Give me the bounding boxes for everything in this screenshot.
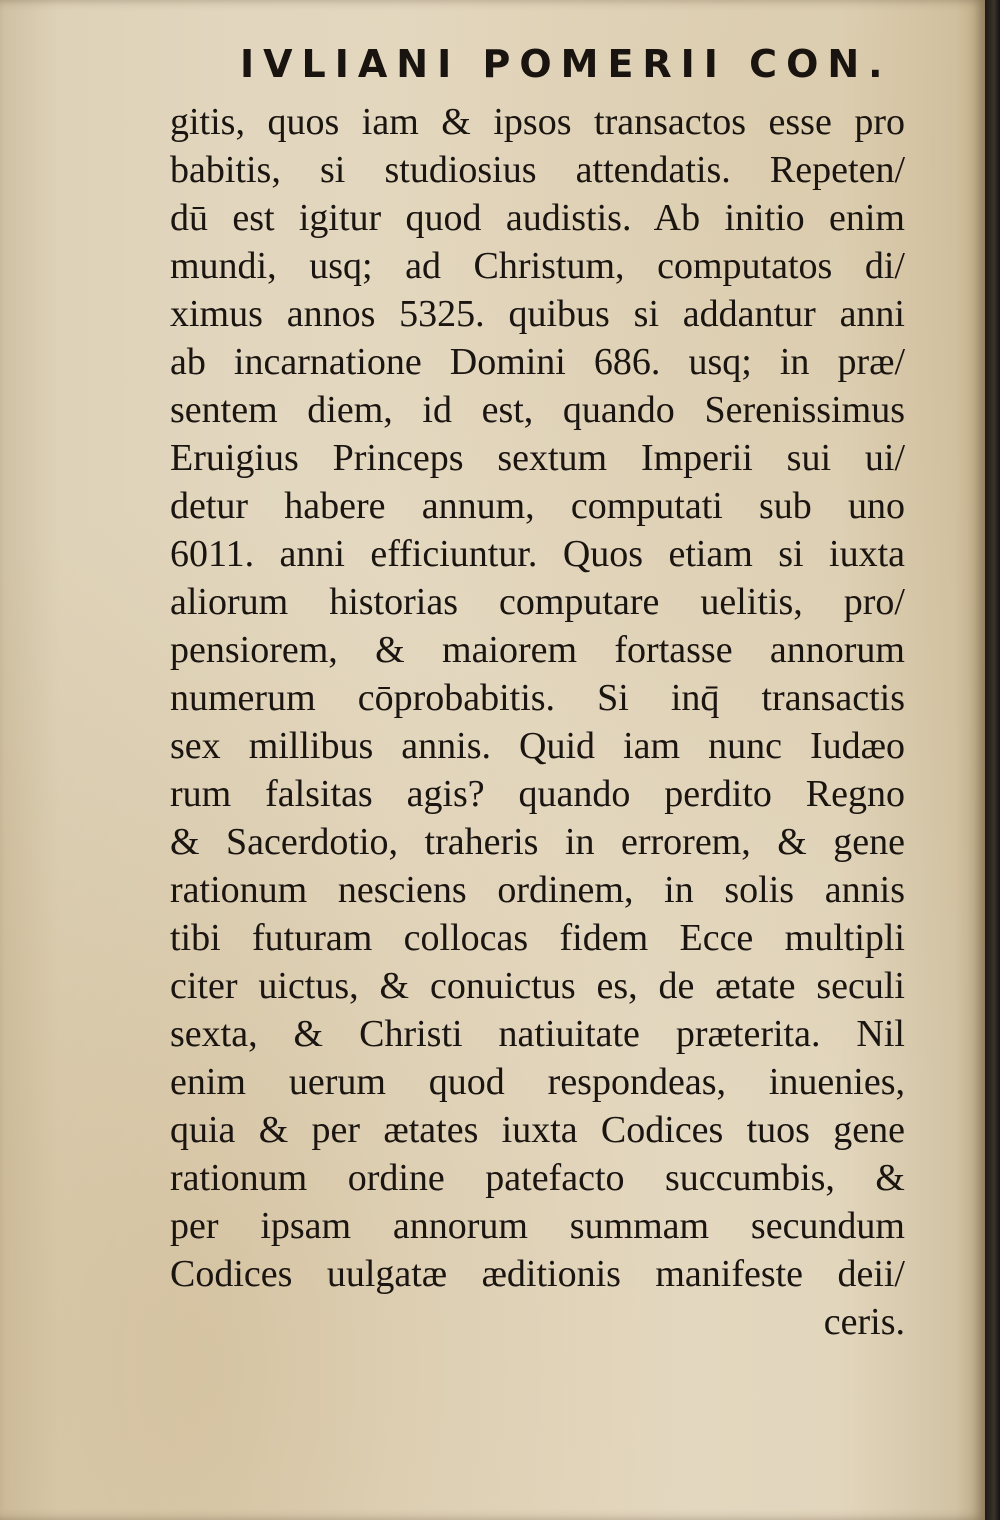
text-line: rum falsitas agis? quando perdito Regno — [170, 773, 905, 815]
text-line: gitis, quos iam & ipsos transactos esse pro — [170, 101, 905, 143]
text-line: mundi, usq; ad Christum, computatos di/ — [170, 245, 905, 287]
text-line: dū est igitur quod audistis. Ab initio enim — [170, 197, 905, 239]
text-line: citer uictus, & conuictus es, de ætate seculi — [170, 965, 905, 1007]
text-line: quia & per ætates iuxta Codices tuos gene — [170, 1109, 905, 1151]
text-line: pensiorem, & maiorem fortasse annorum — [170, 629, 905, 671]
text-line: detur habere annum, computati sub uno — [170, 485, 905, 527]
text-line: sex millibus annis. Quid iam nunc Iudæo — [170, 725, 905, 767]
text-line: aliorum historias computare uelitis, pro/ — [170, 581, 905, 623]
book-spine-edge — [985, 0, 1000, 1520]
text-line: ximus annos 5325. quibus si addantur anni — [170, 293, 905, 335]
text-line: babitis, si studiosius attendatis. Repeten/ — [170, 149, 905, 191]
text-line: tibi futuram collocas fidem Ecce multipli — [170, 917, 905, 959]
text-line: sexta, & Christi natiuitate præterita. Nil — [170, 1013, 905, 1055]
text-line: 6011. anni efficiuntur. Quos etiam si iuxta — [170, 533, 905, 575]
text-line: ab incarnatione Domini 686. usq; in præ/ — [170, 341, 905, 383]
text-line: & Sacerdotio, traheris in errorem, & gene — [170, 821, 905, 863]
body-text — [170, 98, 905, 1346]
text-line: Codices uulgatæ æditionis manifeste deii/ — [170, 1253, 905, 1295]
text-line: rationum ordine patefacto succumbis, & — [170, 1157, 905, 1199]
text-line: enim uerum quod respondeas, inuenies, — [170, 1061, 905, 1103]
text-line-last: ceris. — [823, 1301, 905, 1343]
running-head: IVLIANI POMERII CON. — [240, 42, 892, 86]
text-line: numerum cōprobabitis. Si inq̄ transactis — [170, 677, 905, 719]
text-line: sentem diem, id est, quando Serenissimus — [170, 389, 905, 431]
text-line: rationum nesciens ordinem, in solis annis — [170, 869, 905, 911]
text-line: Eruigius Princeps sextum Imperii sui ui/ — [170, 437, 905, 479]
text-line: per ipsam annorum summam secundum — [170, 1205, 905, 1247]
